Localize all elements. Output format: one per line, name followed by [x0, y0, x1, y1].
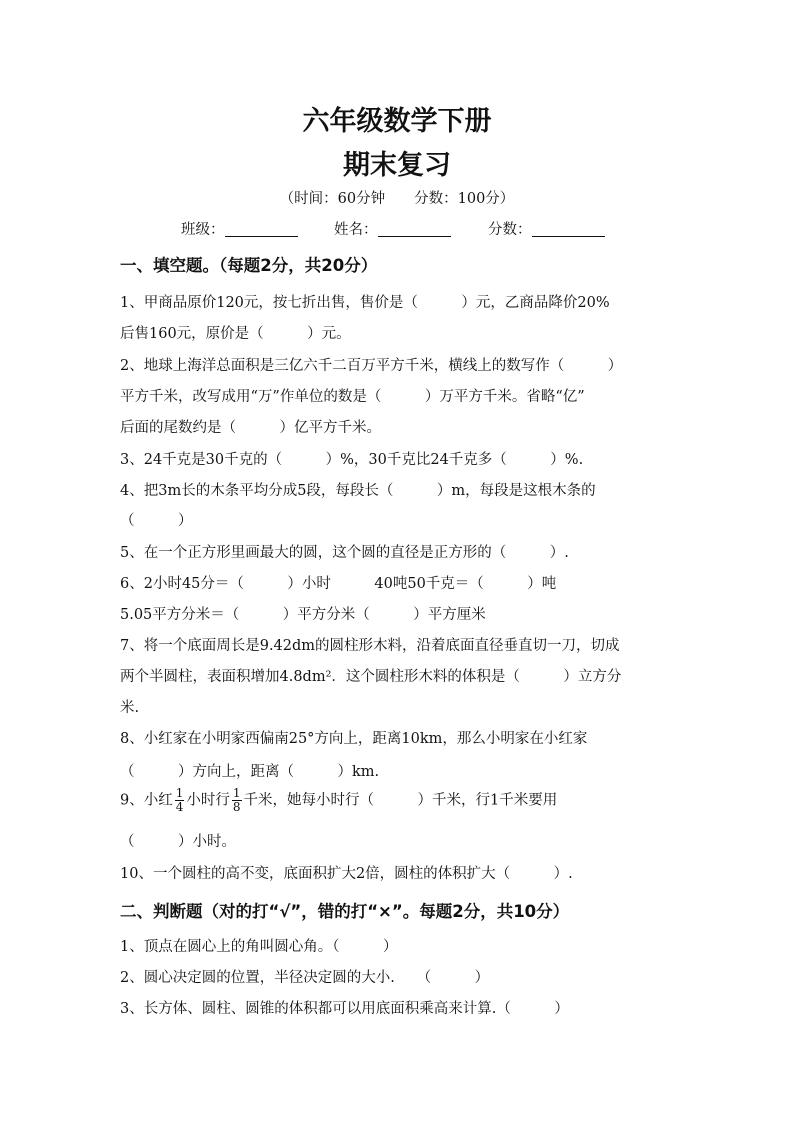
- question-9-line: [120, 787, 557, 814]
- fraction-one-quarter: [175, 787, 185, 814]
- question-line: （ ）小时。: [120, 834, 236, 850]
- class-field[interactable]: [181, 218, 298, 239]
- fraction-numerator: 1: [175, 786, 184, 800]
- question-line: 6、2小时45分＝（ ）小时 40吨50千克＝（ ）吨: [120, 576, 557, 592]
- question-line: 3、24千克是30千克的（ ）%，30千克比24千克多（ ）%.: [120, 452, 584, 468]
- question-line: 米.: [120, 700, 140, 716]
- q9-text-c: 千米，她每小时行（ ）千米，行1千米要用: [243, 792, 558, 809]
- fraction-numerator: 1: [232, 786, 241, 800]
- question-line: （ ）: [120, 513, 193, 529]
- score-field[interactable]: [488, 218, 605, 239]
- time-and-score: （时间：60分钟 分数：100分）: [279, 191, 515, 207]
- class-label: 班级：: [181, 222, 225, 238]
- question-line: 8、小红家在小明家西偏南25°方向上，距离10km，那么小明家在小红家: [120, 731, 588, 747]
- score-blank[interactable]: [532, 221, 605, 237]
- exam-meta: [0, 187, 794, 208]
- question-line: 1、顶点在圆心上的角叫圆心角。（ ）: [120, 939, 398, 955]
- section2-heading: 二、判断题（对的打“√”，错的打“×”。每题2分，共10分）: [120, 902, 570, 921]
- question-line: 5、在一个正方形里画最大的圆，这个圆的直径是正方形的（ ）.: [120, 545, 569, 561]
- worksheet-title: 六年级数学下册: [302, 106, 492, 137]
- fraction-denominator: 4: [175, 800, 184, 814]
- question-line: 1、甲商品原价120元，按七折出售，售价是（ ）元，乙商品降价20%: [120, 295, 610, 311]
- question-line: 7、将一个底面周长是9.42dm的圆柱形木料，沿着底面直径垂直切一刀，切成: [120, 638, 620, 654]
- q9-text-a: 9、小红: [120, 792, 173, 809]
- question-line: 5.05平方分米＝（ ）平方分米（ ）平方厘米: [120, 607, 486, 623]
- score-label: 分数：: [488, 222, 532, 238]
- question-line: 两个半圆柱，表面积增加4.8dm²．这个圆柱形木料的体积是（ ）立方分: [120, 669, 622, 685]
- section1-heading: 一、填空题。（每题2分，共20分）: [120, 256, 378, 275]
- name-label: 姓名：: [334, 222, 378, 238]
- fraction-one-eighth: [232, 787, 242, 814]
- worksheet-subtitle: 期末复习: [343, 150, 451, 181]
- q9-text-b: 小时行: [186, 792, 230, 809]
- name-field[interactable]: [334, 218, 451, 239]
- question-line: 后售160元，原价是（ ）元。: [120, 326, 351, 342]
- name-blank[interactable]: [378, 221, 451, 237]
- fraction-denominator: 8: [232, 800, 241, 814]
- question-line: 后面的尾数约是（ ）亿平方千米。: [120, 420, 381, 436]
- question-line: 2、地球上海洋总面积是三亿六千二百万平方千米，横线上的数写作（ ）: [120, 358, 623, 374]
- question-line: 3、长方体、圆柱、圆锥的体积都可以用底面积乘高来计算.（ ）: [120, 1001, 569, 1017]
- question-line: 2、圆心决定圆的位置，半径决定圆的大小. （ ）: [120, 970, 490, 986]
- question-line: 10、一个圆柱的高不变，底面积扩大2倍，圆柱的体积扩大（ ）.: [120, 866, 573, 882]
- question-line: （ ）方向上，距离（ ）km.: [120, 764, 380, 780]
- class-blank[interactable]: [225, 221, 298, 237]
- question-line: 4、把3m长的木条平均分成5段，每段长（ ）m，每段是这根木条的: [120, 483, 596, 499]
- question-line: 平方千米，改写成用“万”作单位的数是（ ）万平方千米。省略“亿”: [120, 389, 585, 405]
